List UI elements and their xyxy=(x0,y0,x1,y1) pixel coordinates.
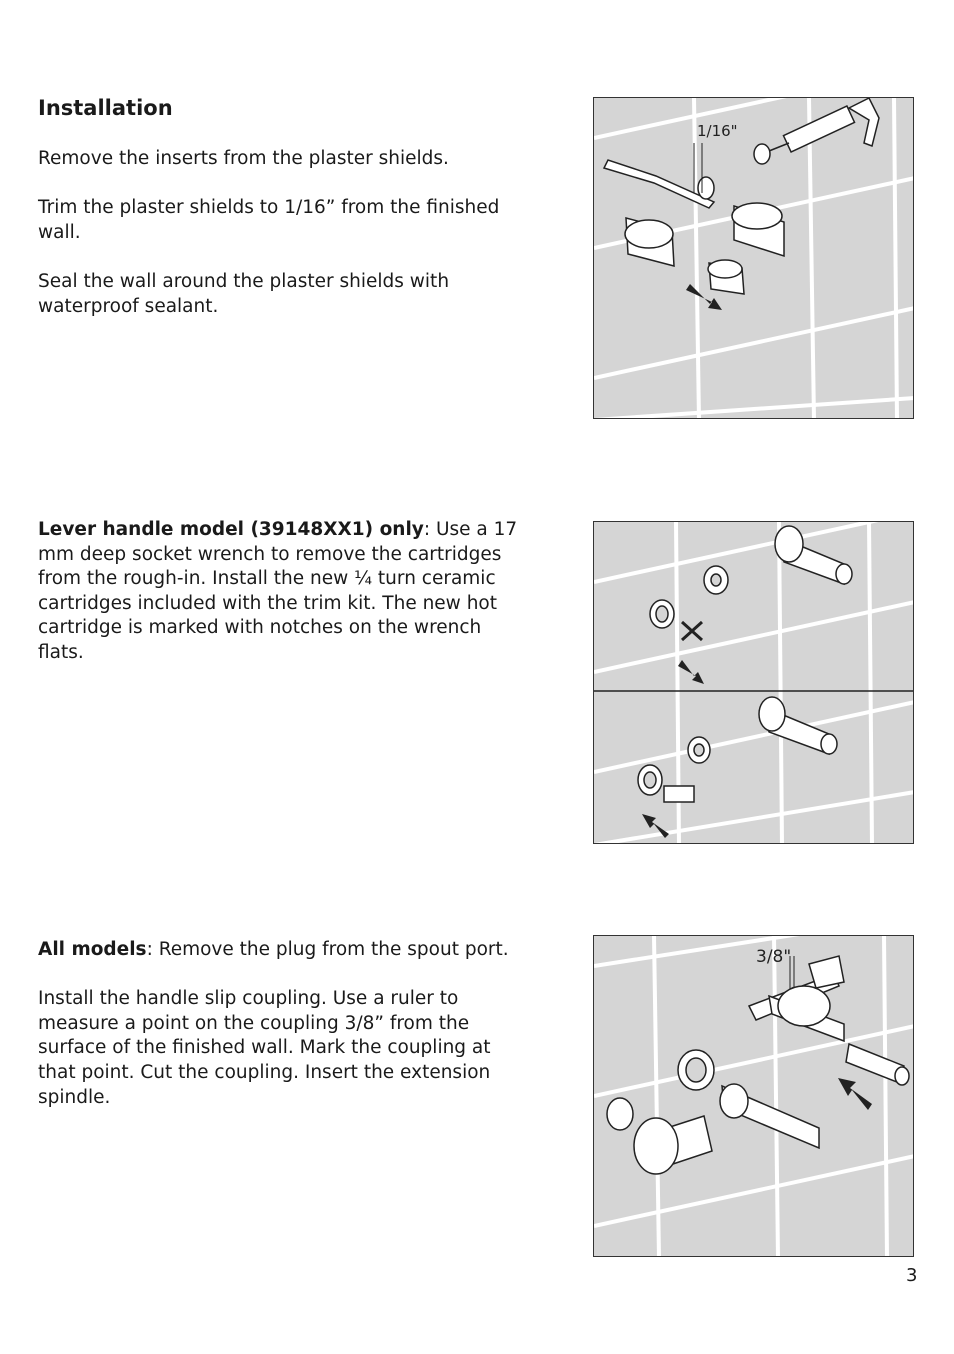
figure-coupling-cut xyxy=(593,935,914,1257)
dimension-label: 3/8" xyxy=(756,947,792,967)
body-text: : Remove the plug from the spout port. xyxy=(146,939,509,960)
figure-trim-seal xyxy=(593,97,914,419)
illustration-coupling-cut xyxy=(594,936,914,1257)
paragraph: Seal the wall around the plaster shields with waterproof sealant. xyxy=(38,270,450,317)
section-lever-handle xyxy=(38,518,528,690)
section-heading: Installation xyxy=(38,96,173,120)
lead-text: All models xyxy=(38,939,147,960)
paragraph: Remove the inserts from the plaster shields. xyxy=(38,148,449,169)
paragraph xyxy=(38,518,528,666)
lead-text: Lever handle model (39148XX1) only xyxy=(38,519,424,540)
paragraph xyxy=(38,938,528,963)
section-all-models xyxy=(38,938,528,1135)
dimension-label: 1/16" xyxy=(697,122,738,140)
page-number: 3 xyxy=(906,1265,918,1286)
illustration-cartridge-replace xyxy=(594,522,914,844)
figure-cartridge-replace xyxy=(593,521,914,844)
paragraph: Install the handle slip coupling. Use a ruler to measure a point on the coupling 3/8” from the surface of the finished wall. Mark the coupling at that point. Cut the coupling. Insert the extension spindle. xyxy=(38,988,491,1108)
paragraph: Trim the plaster shields to 1/16” from the finished wall. xyxy=(38,197,500,243)
body-text: : Use a 17 mm deep socket wrench to remove the cartridges from the rough-in. Install the new ¼ turn ceramic cartridges included with the trim kit. The new hot cartridge is marked with notches on the wrench flats. xyxy=(38,519,518,663)
section-installation xyxy=(38,95,528,344)
illustration-trim-seal xyxy=(594,98,914,419)
